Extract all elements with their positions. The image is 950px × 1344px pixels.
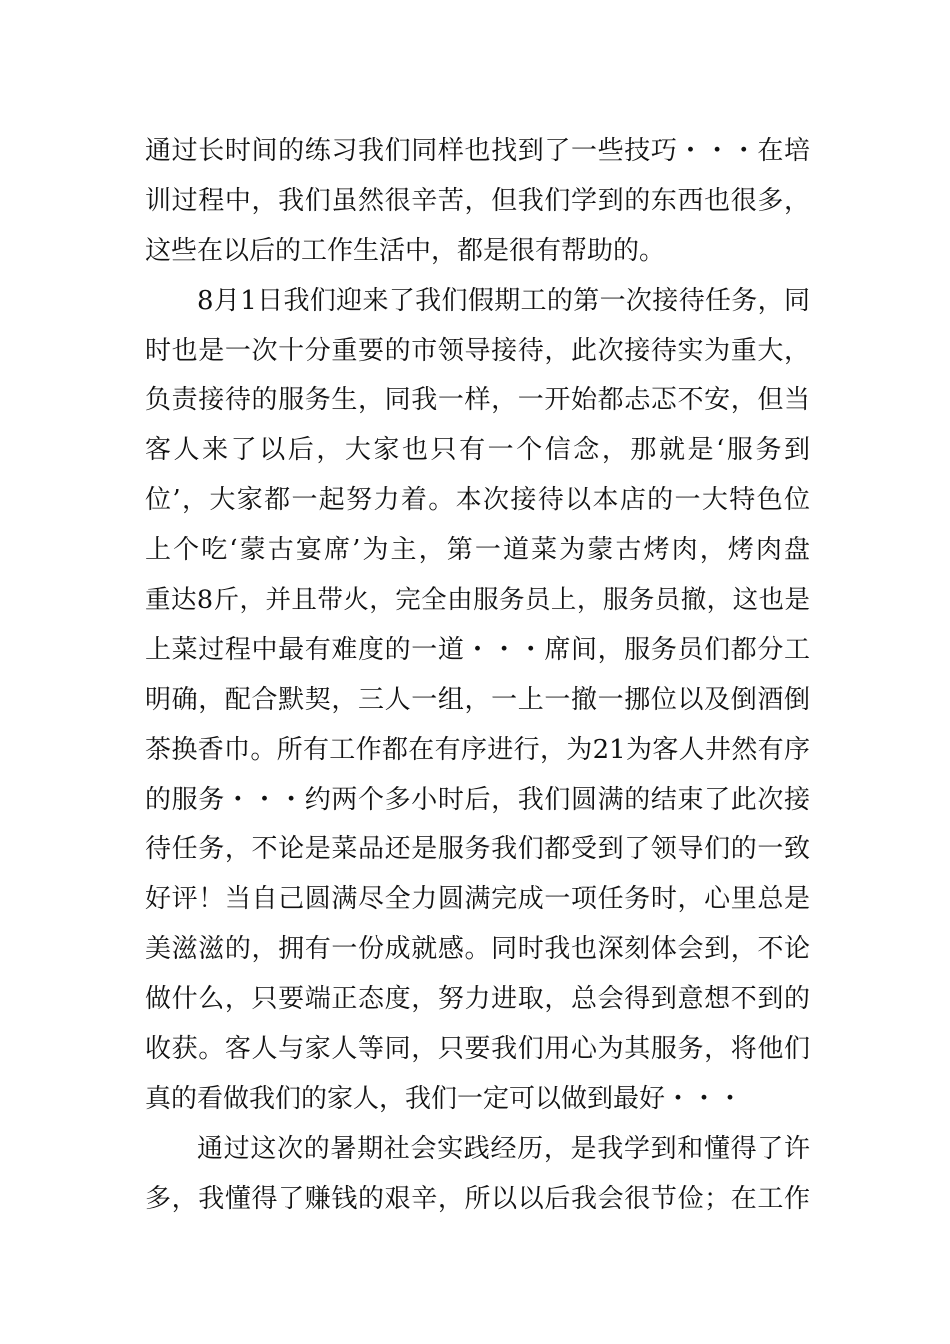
text-line: 通过长时间的练习我们同样也找到了一些技巧・・・在培 bbox=[145, 136, 810, 166]
text-line: 8月1日我们迎来了我们假期工的第一次接待任务，同 bbox=[197, 285, 810, 316]
text-line: 真的看做我们的家人，我们一定可以做到最好・・・ bbox=[145, 1083, 744, 1114]
text-line: 上个吃‘蒙古宴席’为主，第一道菜为蒙古烤肉，烤肉盘 bbox=[145, 535, 810, 566]
text-line: 茶换香巾。所有工作都在有序进行，为21为客人井然有序 bbox=[145, 734, 810, 765]
body-text bbox=[145, 127, 810, 1225]
text-line: 这些在以后的工作生活中，都是很有帮助的。 bbox=[145, 235, 666, 266]
text-line: 位’，大家都一起努力着。本次接待以本店的一大特色位 bbox=[145, 485, 810, 516]
text-line: 训过程中，我们虽然很辛苦，但我们学到的东西也很多， bbox=[145, 185, 810, 216]
text-line: 待任务，不论是菜品还是服务我们都受到了领导们的一致 bbox=[145, 834, 810, 865]
text-line: 客人来了以后，大家也只有一个信念，那就是‘服务到 bbox=[145, 435, 810, 466]
text-line: 收获。客人与家人等同，只要我们用心为其服务，将他们 bbox=[145, 1034, 810, 1065]
text-line: 负责接待的服务生，同我一样，一开始都忐忑不安，但当 bbox=[145, 385, 810, 416]
text-line: 做什么，只要端正态度，努力进取，总会得到意想不到的 bbox=[145, 984, 810, 1015]
text-line: 重达8斤，并且带火，完全由服务员上，服务员撤，这也是 bbox=[145, 585, 810, 616]
text-line: 的服务・・・约两个多小时后，我们圆满的结束了此次接 bbox=[145, 784, 810, 815]
text-line: 美滋滋的，拥有一份成就感。同时我也深刻体会到，不论 bbox=[145, 934, 810, 965]
text-line: 时也是一次十分重要的市领导接待，此次接待实为重大， bbox=[145, 335, 810, 366]
text-line: 明确，配合默契，三人一组，一上一撤一挪位以及倒酒倒 bbox=[145, 684, 810, 715]
text-line: 上菜过程中最有难度的一道・・・席间，服务员们都分工 bbox=[145, 634, 810, 665]
text-line: 通过这次的暑期社会实践经历，是我学到和懂得了许 bbox=[197, 1133, 810, 1164]
text-line: 好评！当自己圆满尽全力圆满完成一项任务时，心里总是 bbox=[145, 884, 810, 915]
text-line: 多，我懂得了赚钱的艰辛，所以以后我会很节俭；在工作 bbox=[145, 1183, 810, 1214]
